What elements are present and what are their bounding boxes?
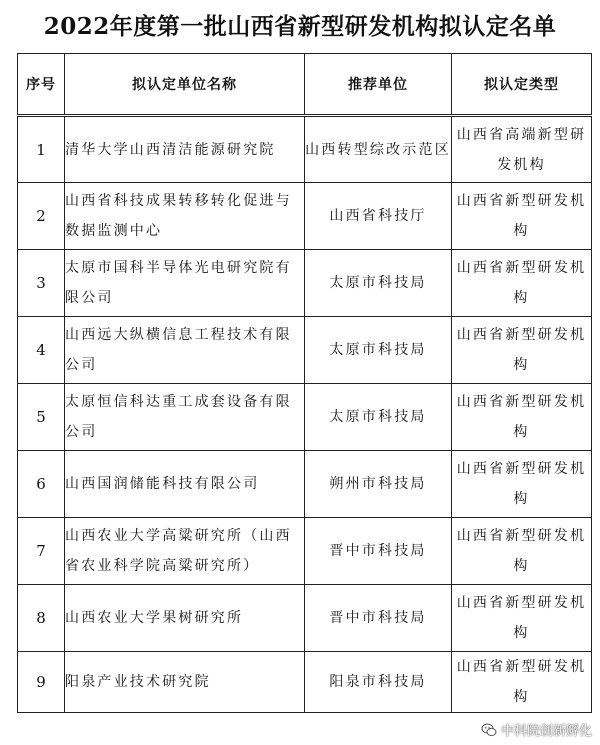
wechat-icon [481, 722, 497, 738]
row-index: 9 [18, 652, 65, 713]
table-row [18, 317, 592, 384]
row-type: 山西省新型研发机构 [452, 652, 592, 713]
row-index: 4 [18, 317, 65, 384]
row-type: 山西省新型研发机构 [452, 518, 592, 585]
row-name: 山西省科技成果转移转化促进与数据监测中心 [65, 183, 305, 250]
row-type: 山西省新型研发机构 [452, 451, 592, 518]
row-type: 山西省新型研发机构 [452, 183, 592, 250]
row-index: 8 [18, 585, 65, 652]
row-name: 清华大学山西清洁能源研究院 [65, 116, 305, 183]
header-type: 拟认定类型 [452, 54, 592, 116]
header-recommender: 推荐单位 [305, 54, 452, 116]
candidate-table [17, 53, 592, 713]
row-recommender: 阳泉市科技局 [305, 652, 452, 713]
row-index: 5 [18, 384, 65, 451]
watermark [481, 720, 592, 739]
row-index: 7 [18, 518, 65, 585]
row-name: 太原恒信科达重工成套设备有限公司 [65, 384, 305, 451]
row-index: 2 [18, 183, 65, 250]
table-row [18, 451, 592, 518]
row-index: 1 [18, 116, 65, 183]
row-index: 3 [18, 250, 65, 317]
row-recommender: 太原市科技局 [305, 317, 452, 384]
table-row [18, 183, 592, 250]
table-row [18, 585, 592, 652]
header-index: 序号 [18, 54, 65, 116]
table-row [18, 116, 592, 183]
page-title: 2022年度第一批山西省新型研发机构拟认定名单 [43, 13, 557, 40]
row-recommender: 朔州市科技局 [305, 451, 452, 518]
header-name: 拟认定单位名称 [65, 54, 305, 116]
row-type: 山西省新型研发机构 [452, 250, 592, 317]
row-recommender: 太原市科技局 [305, 250, 452, 317]
row-recommender: 太原市科技局 [305, 384, 452, 451]
row-name: 山西远大纵横信息工程技术有限公司 [65, 317, 305, 384]
row-type: 山西省新型研发机构 [452, 317, 592, 384]
table-header-row [18, 54, 592, 116]
table-row [18, 250, 592, 317]
row-recommender: 山西转型综改示范区 [305, 116, 452, 183]
row-type: 山西省新型研发机构 [452, 384, 592, 451]
row-name: 阳泉产业技术研究院 [65, 652, 305, 713]
row-name: 山西农业大学果树研究所 [65, 585, 305, 652]
table-row [18, 652, 592, 713]
row-type: 山西省高端新型研发机构 [452, 116, 592, 183]
row-name: 太原市国科半导体光电研究院有限公司 [65, 250, 305, 317]
table-row [18, 384, 592, 451]
row-recommender: 山西省科技厅 [305, 183, 452, 250]
row-name: 山西农业大学高粱研究所（山西省农业科学院高粱研究所） [65, 518, 305, 585]
row-type: 山西省新型研发机构 [452, 585, 592, 652]
watermark-text: 中科院创新孵化 [500, 724, 592, 739]
row-index: 6 [18, 451, 65, 518]
table-row [18, 518, 592, 585]
row-recommender: 晋中市科技局 [305, 518, 452, 585]
row-name: 山西国润储能科技有限公司 [65, 451, 305, 518]
row-recommender: 晋中市科技局 [305, 585, 452, 652]
